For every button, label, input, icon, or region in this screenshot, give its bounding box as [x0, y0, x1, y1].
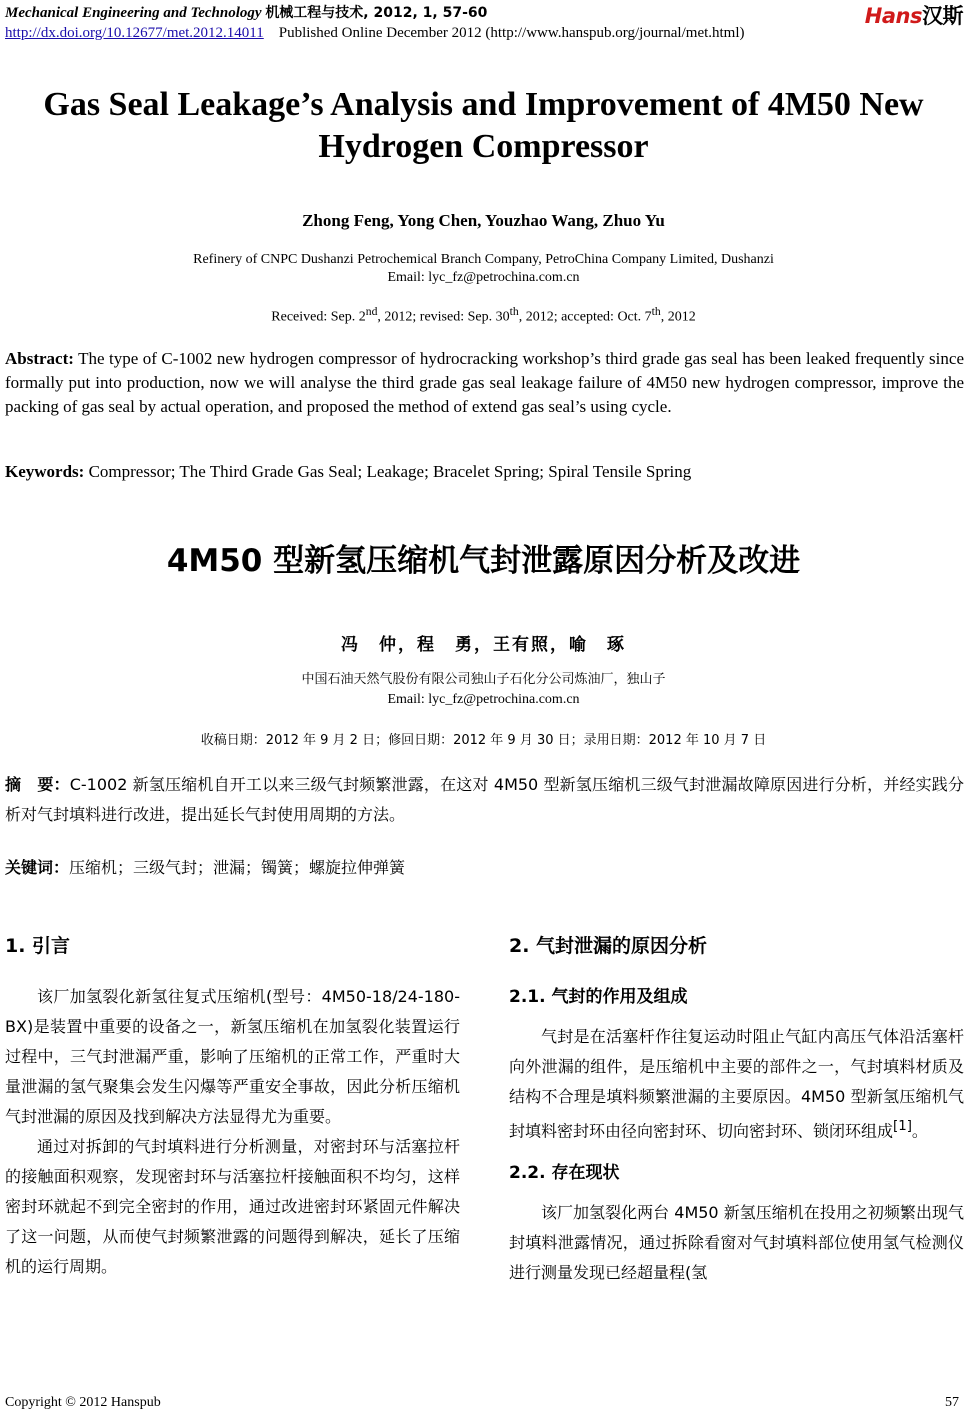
affiliation-en-block: [0, 251, 967, 287]
abstract-label-cn: 摘 要：: [5, 775, 70, 794]
abstract-en: [5, 347, 964, 419]
section-2-1-heading: 2.1. 气封的作用及组成: [509, 987, 688, 1007]
published-online: Published Online December 2012 (http://www.hanspub.org/journal/met.html): [278, 25, 745, 41]
body-column-right: [509, 930, 964, 1288]
received-part: Received: Sep. 2: [271, 309, 366, 325]
accepted-sup: th: [651, 305, 661, 318]
section-1-heading: 1. 引言: [5, 935, 71, 957]
doi-line: [5, 25, 745, 42]
section-2-heading: 2. 气封泄漏的原因分析: [509, 935, 708, 957]
email-en: Email: lyc_fz@petrochina.com.cn: [387, 270, 580, 285]
abstract-text-cn: C-1002 新氢压缩机自开工以来三级气封频繁泄露，在这对 4M50 型新氢压缩机三级气封泄漏故障原因进行分析，并经实践分析对气封填料进行改进，提出延长气封使用周期的方法。: [5, 775, 964, 824]
keywords-en: [5, 462, 964, 482]
section-2-2-paragraph: 该厂加氢裂化两台 4M50 新氢压缩机在投用之初频繁出现气封填料泄露情况，通过拆除看窗对气封填料部位使用氢气检测仪进行测量发现已经超量程(氢: [509, 1203, 964, 1283]
accepted-part: , 2012; accepted: Oct. 7: [518, 309, 652, 325]
abstract-cn: [5, 770, 964, 830]
journal-header: [5, 2, 487, 22]
logo-en: Hans: [864, 4, 922, 28]
section-2-1-text: 气封是在活塞杆作往复运动时阻止气缸内高压气体沿活塞杆向外泄漏的组件，是压缩机中主要的部件之一，气封填料材质及结构不合理是填料频繁泄漏的主要原因。4M50 型新氢压缩机气封填料密封环由径向密封环、切向密封环、锁闭环组成: [509, 1027, 964, 1141]
authors-cn: 冯 仲，程 勇，王有照，喻 琢: [341, 635, 626, 655]
doi-link[interactable]: http://dx.doi.org/10.12677/met.2012.14011: [5, 25, 264, 41]
journal-name-cn: 机械工程与技术, 2012, 1, 57-60: [265, 5, 488, 21]
paper-title-en: Gas Seal Leakage’s Analysis and Improvement of 4M50 New Hydrogen Compressor: [43, 86, 924, 165]
accepted-year: , 2012: [660, 309, 696, 325]
section-1-paragraph-1: 该厂加氢裂化新氢往复式压缩机(型号：4M50-18/24-180-BX)是装置中重要的设备之一，新氢压缩机在加氢裂化装置运行过程中，三气封泄漏严重，影响了压缩机的正常工作，严重时大量泄漏的氢气聚集会发生闪爆等严重安全事故，因此分析压缩机气封泄漏的原因及找到解决方法显得尤为重要。: [5, 987, 460, 1126]
section-1-paragraph-2: 通过对拆卸的气封填料进行分析测量，对密封环与活塞拉杆的接触面积观察，发现密封环与活塞拉杆接触面积不均匀，这样密封环就起不到完全密封的作用，通过改进密封环紧固元件解决了这一问题，从而使气封频繁泄露的问题得到解决，延长了压缩机的运行周期。: [5, 1137, 460, 1276]
keywords-label-cn: 关键词：: [5, 858, 70, 877]
section-2-2-heading: 2.2. 存在现状: [509, 1163, 620, 1184]
section-2-1-paragraph: [509, 1022, 964, 1146]
section-2-1-end: 。: [911, 1121, 928, 1141]
abstract-label-en: Abstract:: [5, 349, 74, 368]
affiliation-en: Refinery of CNPC Dushanzi Petrochemical Branch Company, PetroChina Company Limited, Dushanzi: [193, 252, 774, 267]
keywords-label-en: Keywords:: [5, 462, 85, 481]
email-cn: Email: lyc_fz@petrochina.com.cn: [387, 692, 580, 707]
keywords-cn: [5, 855, 964, 878]
revised-part: , 2012; revised: Sep. 30: [377, 309, 510, 325]
affiliation-cn: 中国石油天然气股份有限公司独山子石化分公司炼油厂，独山子: [301, 672, 666, 687]
affiliation-cn-block: [0, 670, 967, 710]
body-column-left: [5, 930, 460, 1282]
keywords-text-cn: 压缩机；三级气封；泄漏；镯簧；螺旋拉伸弹簧: [69, 858, 406, 877]
journal-name-en: Mechanical Engineering and Technology: [5, 5, 262, 21]
authors-en: Zhong Feng, Yong Chen, Youzhao Wang, Zhuo Yu: [302, 211, 665, 230]
received-dates-en: [0, 305, 967, 326]
logo-cn: 汉斯: [922, 4, 963, 28]
page-number: 57: [945, 1395, 959, 1410]
hanspub-logo: [865, 0, 963, 30]
paper-title-cn: 4M50 型新氢压缩机气封泄露原因分析及改进: [166, 543, 801, 579]
received-dates-cn: 收稿日期：2012 年 9 月 2 日；修回日期：2012 年 9 月 30 日；录用日期：2012 年 10 月 7 日: [200, 733, 767, 748]
keywords-text-en: Compressor; The Third Grade Gas Seal; Leakage; Bracelet Spring; Spiral Tensile Spring: [88, 462, 692, 481]
received-sup: nd: [365, 305, 378, 318]
abstract-text-en: The type of C-1002 new hydrogen compressor of hydrocracking workshop’s third grade gas seal has been leaked frequently since formally put into production, now we will analyse the third grade gas seal leakage failure of 4M50 new hydrogen compressor, improve the packing of gas seal by actual operation, and proposed the method of extend gas seal’s using cycle.: [5, 349, 964, 416]
footer-copyright: Copyright © 2012 Hanspub: [5, 1395, 161, 1410]
revised-sup: th: [509, 305, 519, 318]
reference-1[interactable]: [1]: [893, 1119, 912, 1134]
